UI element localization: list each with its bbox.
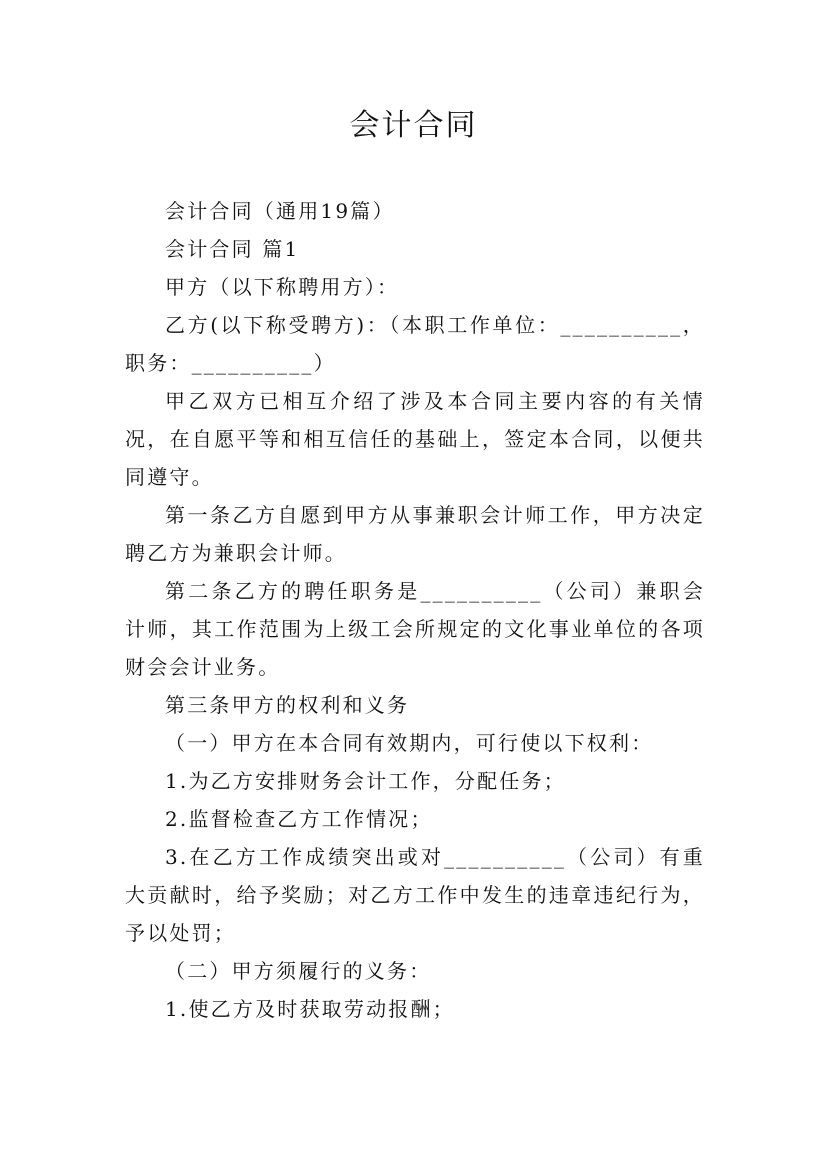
document-body: [125, 192, 705, 1028]
paragraph-obligation-1: 1.使乙方及时获取劳动报酬；: [165, 997, 455, 1021]
paragraph-party-a: 甲方（以下称聘用方）：: [165, 275, 400, 299]
paragraph-right-3: 3.在乙方工作成绩突出或对__________（公司）有重大贡献时，给予奖励；对乙方工作中发生的违章违纪行为，予以处罚；: [125, 845, 705, 945]
paragraph-right-2: 2.监督检查乙方工作情况；: [165, 807, 433, 831]
paragraph-obligations-heading: （二）甲方须履行的义务：: [165, 959, 432, 983]
paragraph-article-1: 第一条乙方自愿到甲方从事兼职会计师工作，甲方决定聘乙方为兼职会计师。: [125, 503, 705, 565]
paragraph-section-heading: 会计合同 篇1: [165, 237, 300, 261]
paragraph-rights-heading: （一）甲方在本合同有效期内，可行使以下权利：: [165, 731, 654, 755]
paragraph-article-3-heading: 第三条甲方的权利和义务: [165, 693, 410, 717]
paragraph-party-b: 乙方(以下称受聘方)：（本职工作单位：__________，职务：__________）: [125, 313, 705, 375]
paragraph-subtitle: 会计合同（通用19篇）: [165, 199, 395, 223]
paragraph-article-2: 第二条乙方的聘任职务是__________（公司）兼职会计师，其工作范围为上级工会所规定的文化事业单位的各项财会会计业务。: [125, 579, 705, 679]
document-title: 会计合同: [349, 108, 478, 143]
paragraph-preamble: 甲乙双方已相互介绍了涉及本合同主要内容的有关情况，在自愿平等和相互信任的基础上，签定本合同，以便共同遵守。: [125, 389, 705, 489]
paragraph-right-1: 1.为乙方安排财务会计工作，分配任务；: [165, 769, 566, 793]
